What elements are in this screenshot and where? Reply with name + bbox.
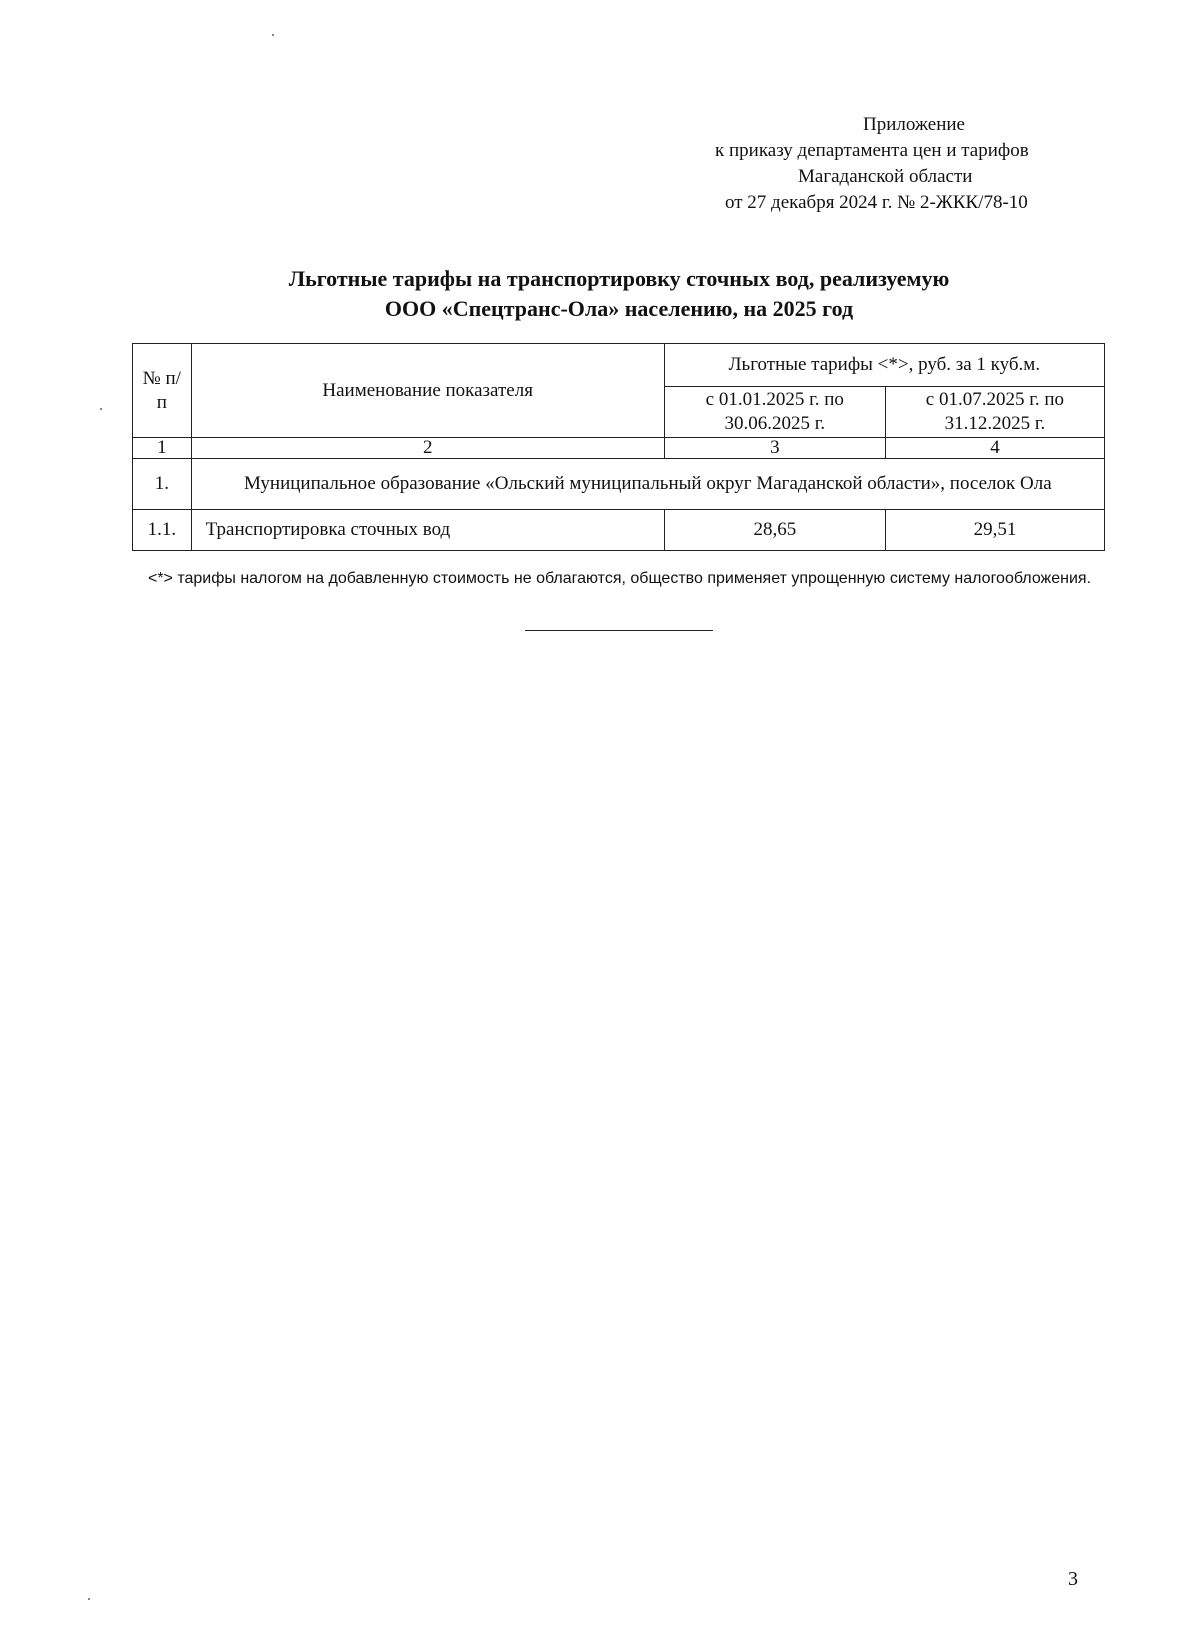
scan-speck	[100, 408, 102, 410]
column-number-1: 1	[133, 438, 192, 459]
header-period-2: с 01.07.2025 г. по 31.12.2025 г.	[885, 387, 1104, 438]
row-indicator-name: Транспортировка сточных вод	[191, 510, 664, 551]
scan-speck	[272, 34, 274, 36]
row-number: 1.1.	[133, 510, 192, 551]
closing-rule	[525, 630, 713, 631]
column-number-4: 4	[885, 438, 1104, 459]
header-number: № п/п	[133, 344, 192, 438]
scan-speck	[88, 1598, 90, 1600]
municipality-row	[133, 459, 1105, 510]
row-tariff-period-1: 28,65	[664, 510, 885, 551]
municipality-name: Муниципальное образование «Ольский муниципальный округ Магаданской области», поселок Ола	[191, 459, 1104, 510]
row-tariff-period-2: 29,51	[885, 510, 1104, 551]
appendix-line-1: Приложение	[863, 114, 965, 135]
tariff-table	[132, 343, 1105, 551]
document-title	[130, 264, 1108, 324]
column-number-3: 3	[664, 438, 885, 459]
appendix-header	[600, 112, 1082, 216]
appendix-line-4: от 27 декабря 2024 г. № 2-ЖКК/78-10	[725, 192, 1028, 213]
header-tariffs: Льготные тарифы <*>, руб. за 1 куб.м.	[664, 344, 1104, 387]
title-line-2: ООО «Спецтранс-Ола» населению, на 2025 год	[384, 296, 854, 321]
footnote: <*> тарифы налогом на добавленную стоимость не облагаются, общество применяет упрощенную систему налогообложения.	[147, 570, 1092, 587]
page-number: 3	[1068, 1568, 1078, 1590]
municipality-number: 1.	[133, 459, 192, 510]
appendix-line-3: Магаданской области	[798, 166, 973, 187]
column-number-2: 2	[191, 438, 664, 459]
table-header-row	[133, 344, 1105, 387]
title-line-1: Льготные тарифы на транспортировку сточных вод, реализуемую	[288, 266, 950, 291]
table-row	[133, 510, 1105, 551]
appendix-line-2: к приказу департамента цен и тарифов	[715, 140, 1029, 161]
header-indicator-name: Наименование показателя	[191, 344, 664, 438]
column-numbers-row	[133, 438, 1105, 459]
header-period-1: с 01.01.2025 г. по 30.06.2025 г.	[664, 387, 885, 438]
